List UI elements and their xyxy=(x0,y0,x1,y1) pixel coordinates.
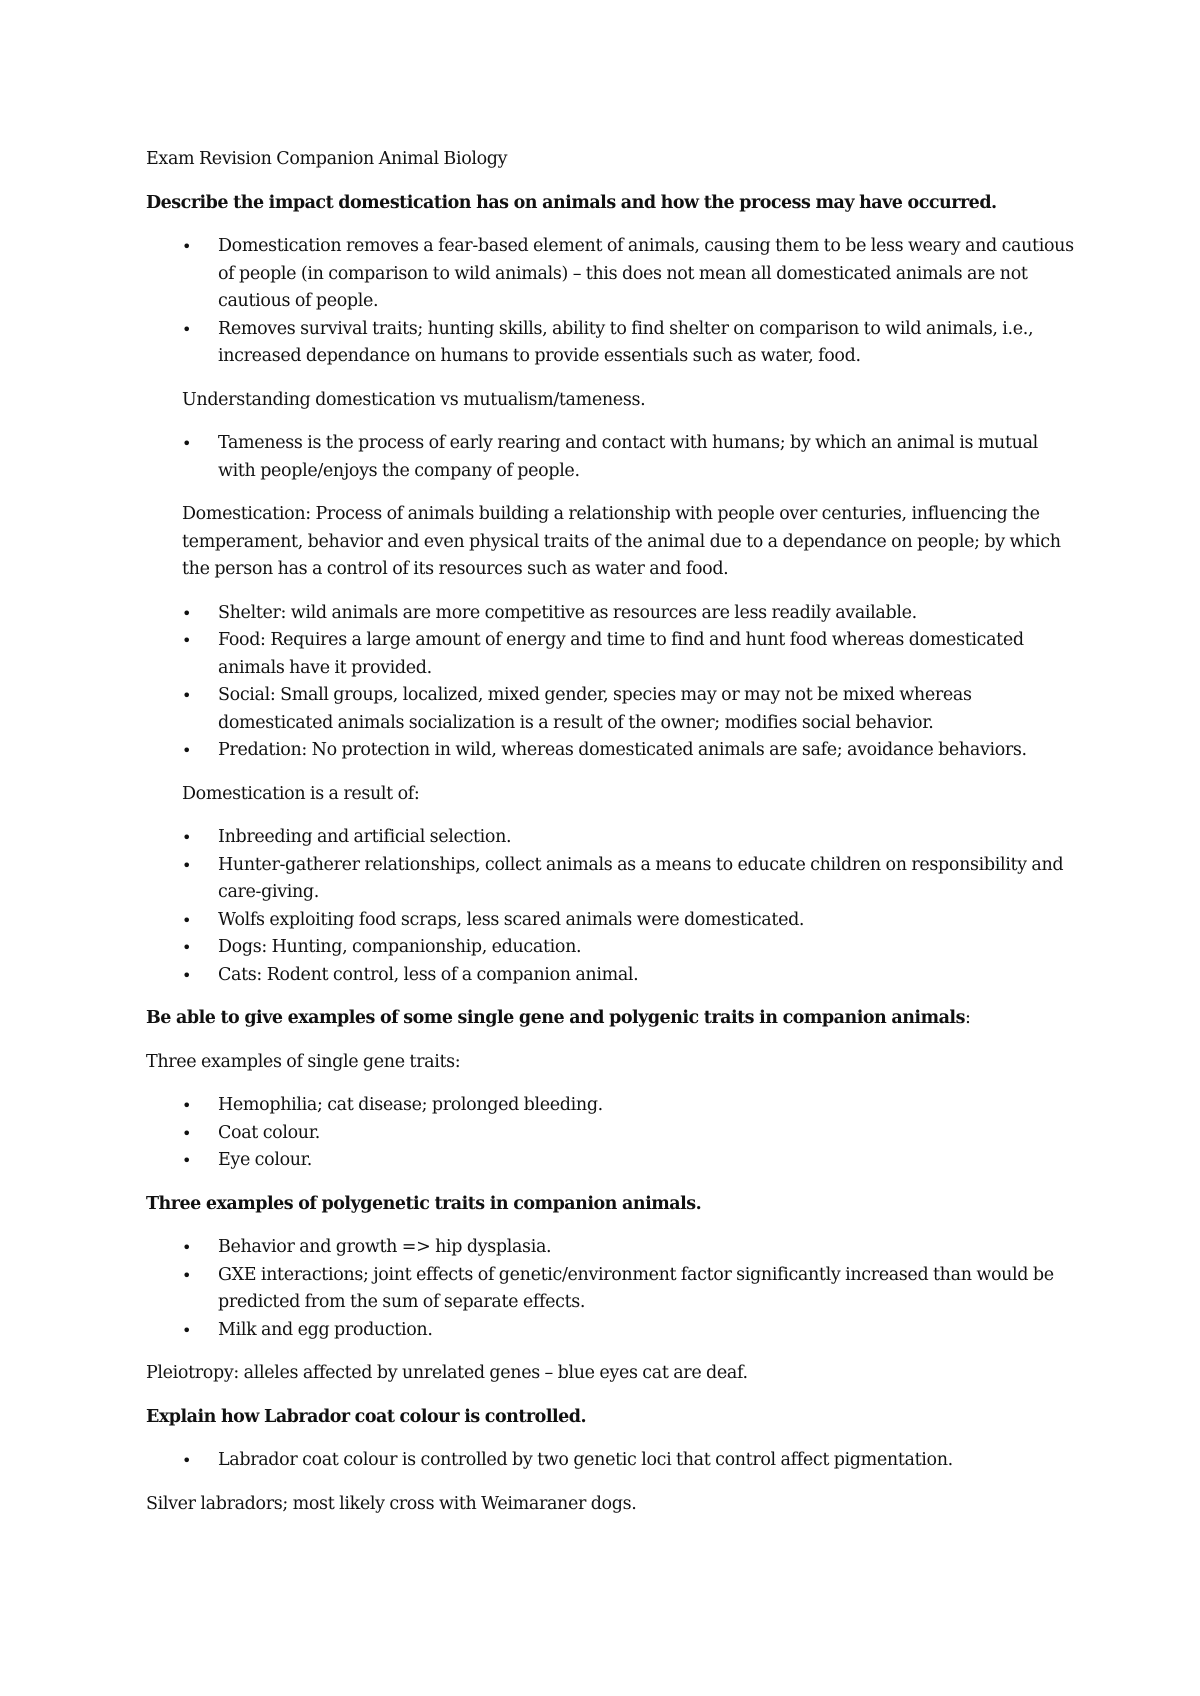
bullet-icon: • xyxy=(182,686,192,705)
single-gene-intro: Three examples of single gene traits: xyxy=(146,1051,461,1072)
list-item-text: Labrador coat colour is controlled by two genetic loci that control affect pigmentation. xyxy=(218,1450,953,1470)
list-item-text: GXE interactions; joint effects of genetic/environment factor significantly increased than would be predicted from the sum of separate effects. xyxy=(218,1264,1054,1312)
bullet-icon: • xyxy=(182,237,192,256)
bullet-list-domestication-causes xyxy=(146,824,1076,989)
bullet-icon: • xyxy=(182,965,192,985)
domestication-result-intro: Domestication is a result of: xyxy=(182,783,420,804)
list-item xyxy=(146,1147,1076,1175)
bullet-icon: • xyxy=(182,1320,192,1340)
list-item xyxy=(146,627,1076,682)
polygenic-heading: Three examples of polygenetic traits in companion animals. xyxy=(146,1193,702,1214)
bullet-icon: • xyxy=(182,1123,192,1143)
list-item xyxy=(146,430,1076,485)
list-item-text: Social: Small groups, localized, mixed gender, species may or may not be mixed whereas domesticated animals socialization is a result of the owner; modifies social behavior. xyxy=(218,685,972,733)
section-heading-domestication: Describe the impact domestication has on animals and how the process may have occurred. xyxy=(146,192,997,213)
document-body xyxy=(146,146,1076,1534)
section-heading-traits-suffix: : xyxy=(964,1008,971,1028)
list-item xyxy=(146,824,1076,852)
silver-labrador-note: Silver labradors; most likely cross with Weimaraner dogs. xyxy=(146,1493,637,1514)
bullet-list-polygenic xyxy=(146,1234,1076,1344)
list-item-text: Food: Requires a large amount of energy and time to find and hunt food whereas domesticated animals have it provided. xyxy=(218,630,1024,678)
pleiotropy-note: Pleiotropy: alleles affected by unrelated genes – blue eyes cat are deaf. xyxy=(146,1363,748,1383)
section-heading-labrador: Explain how Labrador coat colour is controlled. xyxy=(146,1406,587,1427)
list-item xyxy=(146,852,1076,907)
list-item-text: Cats: Rodent control, less of a companion animal. xyxy=(218,964,639,985)
subheading-understanding: Understanding domestication vs mutualism/tameness. xyxy=(182,389,646,410)
list-item-text: Domestication removes a fear-based element of animals, causing them to be less weary and cautious of people (in comparison to wild animals) – this does not mean all domesticated animals are not cautious of people. xyxy=(218,236,1074,311)
list-item-text: Predation: No protection in wild, whereas domesticated animals are safe; avoidance behaviors. xyxy=(218,740,1027,760)
list-item xyxy=(146,1447,1076,1475)
list-item xyxy=(146,1092,1076,1120)
bullet-icon: • xyxy=(182,855,192,875)
bullet-icon: • xyxy=(182,938,192,957)
document-title: Exam Revision Companion Animal Biology xyxy=(146,149,508,169)
bullet-icon: • xyxy=(182,910,192,930)
section-heading-traits-text: Be able to give examples of some single gene and polygenic traits in companion animals xyxy=(146,1008,965,1028)
list-item-text: Milk and egg production. xyxy=(218,1319,433,1340)
bullet-icon: • xyxy=(182,1096,192,1115)
list-item xyxy=(146,682,1076,737)
list-item-text: Wolfs exploiting food scraps, less scared animals were domesticated. xyxy=(218,909,805,930)
list-item-text: Inbreeding and artificial selection. xyxy=(218,827,512,847)
list-item xyxy=(146,1262,1076,1317)
bullet-icon: • xyxy=(182,631,192,650)
bullet-icon: • xyxy=(182,1151,192,1170)
bullet-icon: • xyxy=(182,828,192,847)
bullet-list-labrador xyxy=(146,1447,1076,1475)
bullet-icon: • xyxy=(182,1238,192,1257)
bullet-icon: • xyxy=(182,741,192,760)
bullet-list-domestication-impact xyxy=(146,233,1076,371)
list-item-text: Tameness is the process of early rearing and contact with humans; by which an animal is mutual with people/enjoys the company of people. xyxy=(218,433,1038,481)
list-item-text: Eye colour. xyxy=(218,1150,312,1170)
list-item-text: Removes survival traits; hunting skills, ability to find shelter on comparison to wild animals, i.e., increased dependance on humans to provide essentials such as water, food. xyxy=(218,318,1034,366)
list-item xyxy=(146,600,1076,628)
bullet-list-single-gene xyxy=(146,1092,1076,1175)
list-item xyxy=(146,907,1076,935)
bullet-icon: • xyxy=(182,319,192,339)
list-item-text: Dogs: Hunting, companionship, education. xyxy=(218,937,582,957)
bullet-list-tameness xyxy=(146,430,1076,485)
list-item xyxy=(146,233,1076,316)
list-item xyxy=(146,962,1076,990)
list-item-text: Shelter: wild animals are more competitive as resources are less readily available. xyxy=(218,602,917,623)
list-item xyxy=(146,1317,1076,1345)
list-item-text: Hemophilia; cat disease; prolonged bleeding. xyxy=(218,1095,603,1115)
bullet-icon: • xyxy=(182,1451,192,1470)
list-item-text: Hunter-gatherer relationships, collect animals as a means to educate children on responsibility and care-giving. xyxy=(218,854,1064,902)
bullet-icon: • xyxy=(182,434,192,453)
list-item xyxy=(146,316,1076,371)
list-item xyxy=(146,934,1076,962)
list-item xyxy=(146,737,1076,765)
list-item-text: Coat colour. xyxy=(218,1122,321,1143)
list-item xyxy=(146,1120,1076,1148)
list-item-text: Behavior and growth => hip dysplasia. xyxy=(218,1237,552,1257)
list-item xyxy=(146,1234,1076,1262)
bullet-icon: • xyxy=(182,603,192,623)
domestication-definition: Domestication: Process of animals building a relationship with people over centuries, influencing the temperament, behavior and even physical traits of the animal due to a dependance on people; by which the person has a control of its resources such as water and food. xyxy=(182,504,1061,579)
section-heading-traits xyxy=(146,1005,1076,1033)
bullet-icon: • xyxy=(182,1265,192,1285)
bullet-list-wild-vs-domestic xyxy=(146,600,1076,765)
